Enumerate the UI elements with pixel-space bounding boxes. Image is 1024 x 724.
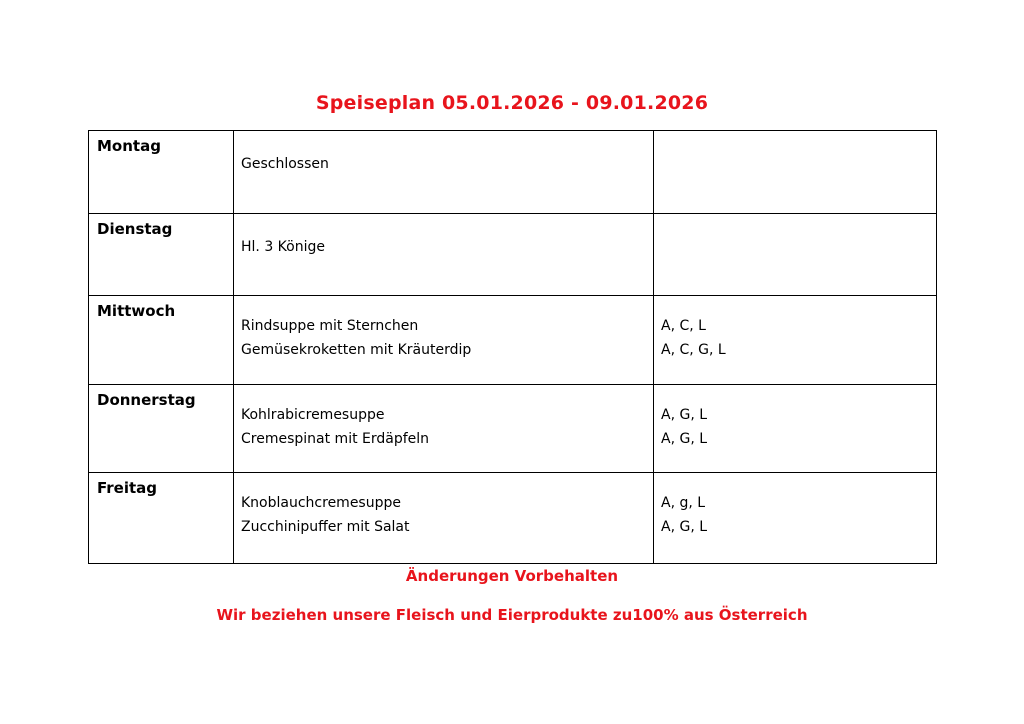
dish-cell [234,296,654,385]
origin-note: Wir beziehen unsere Fleisch und Eierprodukte zu100% aus Österreich [216,606,808,624]
allergen-cell [654,131,937,214]
menu-table [88,130,937,564]
allergen-code: A, G, L [661,430,708,447]
day-cell [89,385,234,473]
allergen-code: A, g, L [661,495,706,511]
day-label: Donnerstag [97,391,196,409]
dish-item: Cremespinat mit Erdäpfeln [241,430,430,447]
dish-item: Knoblauchcremesuppe [241,495,401,511]
dish-item: Zucchinipuffer mit Salat [241,518,410,535]
dish-item: Kohlrabicremesuppe [241,407,385,423]
day-label: Dienstag [97,220,173,238]
day-cell [89,473,234,564]
allergen-code: A, G, L [661,518,708,535]
dish-cell [234,473,654,564]
table-row-dienstag [89,214,937,296]
table-row-mittwoch [89,296,937,385]
day-label: Freitag [97,479,158,497]
dish-item: Hl. 3 Könige [241,239,325,255]
day-cell [89,131,234,214]
dish-item: Gemüsekroketten mit Kräuterdip [241,341,472,358]
allergen-code: A, C, G, L [661,341,726,358]
day-cell [89,214,234,296]
allergen-cell [654,385,937,473]
dish-cell [234,385,654,473]
table-row-freitag [89,473,937,564]
changes-note: Änderungen Vorbehalten [405,567,619,585]
day-cell [89,296,234,385]
allergen-cell [654,296,937,385]
dish-item: Rindsuppe mit Sternchen [241,318,419,334]
page-title: Speiseplan 05.01.2026 - 09.01.2026 [315,92,709,114]
day-label: Mittwoch [97,302,176,320]
dish-cell [234,214,654,296]
dish-item: Geschlossen [241,156,329,172]
dish-cell [234,131,654,214]
day-label: Montag [97,137,161,155]
allergen-code: A, G, L [661,407,708,423]
allergen-code: A, C, L [661,318,706,334]
allergen-cell [654,473,937,564]
table-row-montag [89,131,937,214]
allergen-cell [654,214,937,296]
table-row-donnerstag [89,385,937,473]
